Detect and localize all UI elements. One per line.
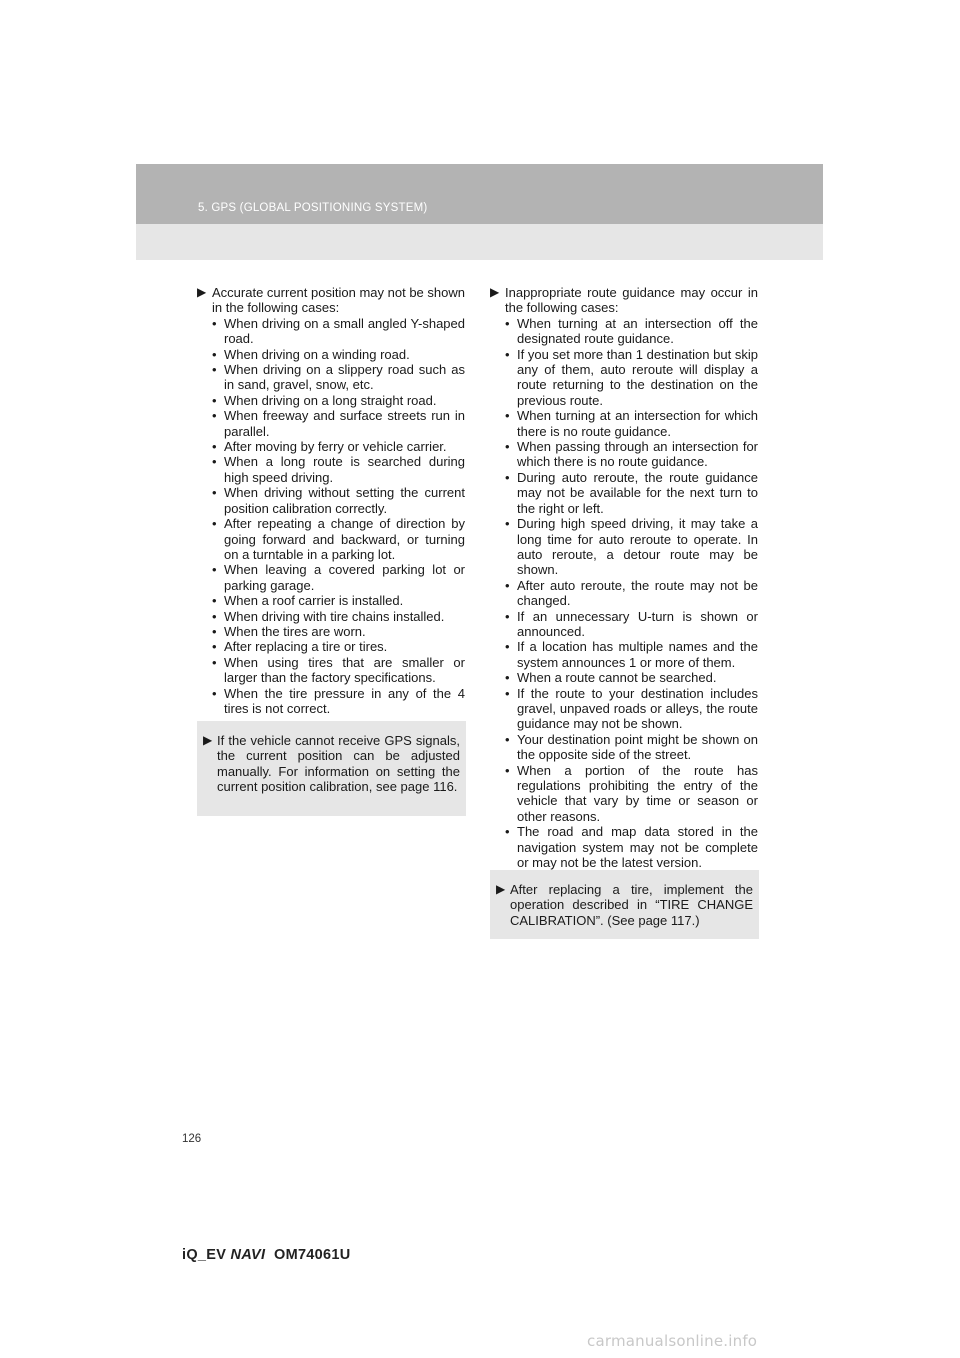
list-item (505, 732, 758, 763)
header-bar (136, 164, 823, 260)
list-item (212, 347, 465, 362)
watermark: carmanualsonline.info (587, 1332, 758, 1350)
list-item-text: When driving on a long straight road. (224, 392, 437, 408)
list-item-text: After replacing a tire or tires. (224, 639, 388, 655)
list-item (505, 578, 758, 609)
bullet-dot: • (505, 315, 510, 331)
bullet-dot: • (212, 639, 217, 655)
list-item (212, 485, 465, 516)
list-item (212, 624, 465, 639)
pointer-icon: ▶ (203, 733, 213, 747)
list-item-text: During auto reroute, the route guidance may not be available for the next turn to the right or left. (517, 469, 758, 516)
bullet-dot: • (212, 408, 217, 424)
list-item (212, 609, 465, 624)
list-item-text: When a route cannot be searched. (517, 670, 717, 686)
list-item-text: When leaving a covered parking lot or parking garage. (224, 562, 465, 593)
bullet-dot: • (505, 670, 510, 686)
list-item-text: When passing through an intersection for which there is no route guidance. (517, 439, 758, 470)
list-item (212, 362, 465, 393)
list-item-text: When using tires that are smaller or larger than the factory specifications. (224, 654, 465, 686)
list-item (505, 609, 758, 640)
list-item-text: If you set more than 1 destination but skip any of them, auto reroute will display a route returning to the destination on the previous route. (517, 346, 758, 408)
footer-code-navi: NAVI (230, 1247, 266, 1263)
list-item (505, 347, 758, 409)
list-item (505, 408, 758, 439)
list-item-text: When the tire pressure in any of the 4 tires is not correct. (224, 685, 465, 716)
left-intro (197, 285, 465, 316)
list-item-text: After repeating a change of direction by going forward and backward, or turning on a turntable in a parking lot. (224, 516, 465, 562)
footer-code-suffix: OM74061U (265, 1247, 351, 1263)
list-item-text: If a location has multiple names and the system announces 1 or more of them. (517, 639, 758, 670)
list-item-text: When a roof carrier is installed. (224, 593, 404, 609)
list-item-text: When freeway and surface streets run in parallel. (224, 408, 465, 439)
right-intro-text: Inappropriate route guidance may occur in the following cases: (505, 285, 758, 316)
bullet-dot: • (505, 346, 510, 362)
bullet-dot: • (212, 623, 217, 639)
left-column (197, 285, 465, 716)
bullet-dot: • (212, 362, 217, 378)
bullet-dot: • (212, 608, 217, 624)
list-item (212, 454, 465, 485)
list-item (212, 655, 465, 686)
bullet-dot: • (212, 593, 217, 609)
list-item-text: When the tires are worn. (224, 623, 366, 639)
right-note-box (490, 870, 759, 939)
bullet-dot: • (212, 392, 217, 408)
right-intro (490, 285, 758, 316)
left-note-box (197, 721, 466, 816)
list-item-text: When a long route is searched during high speed driving. (224, 454, 465, 485)
list-item (212, 316, 465, 347)
list-item-text: When a portion of the route has regulations prohibiting the entry of the vehicle that vary by time or season or other reasons. (517, 762, 758, 824)
list-item (505, 763, 758, 825)
bullet-dot: • (505, 408, 510, 424)
section-title: 5. GPS (GLOBAL POSITIONING SYSTEM) (198, 202, 428, 214)
bullet-dot: • (505, 639, 510, 655)
left-list (197, 316, 465, 717)
bullet-dot: • (505, 824, 510, 840)
right-list (490, 316, 758, 871)
list-item (505, 439, 758, 470)
list-item-text: When driving on a slippery road such as in sand, gravel, snow, etc. (224, 362, 465, 393)
bullet-dot: • (505, 469, 510, 485)
list-item-text: When turning at an intersection off the designated route guidance. (517, 315, 758, 347)
pointer-icon: ▶ (496, 882, 506, 896)
list-item-text: When driving with tire chains installed. (224, 608, 445, 624)
list-item-text: The road and map data stored in the navigation system may not be complete or may not be the latest version. (517, 824, 758, 871)
right-column (490, 285, 758, 870)
list-item (212, 439, 465, 454)
bullet-dot: • (212, 654, 217, 670)
bullet-dot: • (212, 685, 217, 701)
bullet-dot: • (212, 346, 217, 362)
left-intro-text: Accurate current position may not be shown in the following cases: (212, 285, 465, 316)
pointer-icon: ▶ (490, 285, 500, 299)
bullet-dot: • (505, 731, 510, 747)
bullet-dot: • (212, 454, 217, 470)
list-item (505, 824, 758, 870)
list-item (212, 408, 465, 439)
bullet-dot: • (505, 439, 510, 455)
list-item (212, 562, 465, 593)
list-item-text: After auto reroute, the route may not be changed. (517, 577, 758, 609)
left-note-text: If the vehicle cannot receive GPS signals, the current position can be adjusted manually. For information on setting the current position calibration, see page 116. (217, 733, 460, 795)
bullet-dot: • (505, 608, 510, 624)
pointer-icon: ▶ (197, 285, 207, 299)
bullet-dot: • (212, 485, 217, 501)
list-item-text: If an unnecessary U-turn is shown or announced. (517, 608, 758, 639)
list-item (505, 516, 758, 578)
bullet-dot: • (212, 562, 217, 578)
list-item-text: When turning at an intersection for which there is no route guidance. (517, 408, 758, 439)
list-item (212, 639, 465, 654)
bullet-dot: • (212, 439, 217, 455)
right-note-text: After replacing a tire, implement the operation described in “TIRE CHANGE CALIBRATION”. (See page 117.) (510, 882, 753, 928)
bullet-dot: • (505, 516, 510, 532)
list-item-text: When driving on a winding road. (224, 346, 410, 362)
list-item (505, 316, 758, 347)
list-item-text: When driving on a small angled Y-shaped road. (224, 315, 465, 347)
bullet-dot: • (505, 762, 510, 778)
footer-code-prefix: iQ_EV (182, 1247, 231, 1263)
list-item (212, 686, 465, 717)
list-item-text: Your destination point might be shown on the opposite side of the street. (517, 731, 758, 763)
list-item (212, 393, 465, 408)
list-item-text: After moving by ferry or vehicle carrier. (224, 439, 447, 455)
bullet-dot: • (212, 315, 217, 331)
list-item (505, 470, 758, 516)
page-number: 126 (182, 1133, 202, 1145)
list-item (505, 639, 758, 670)
list-item-text: If the route to your destination includes gravel, unpaved roads or alleys, the route guidance may not be shown. (517, 685, 758, 732)
list-item-text: During high speed driving, it may take a long time for auto reroute to operate. In auto reroute, a detour route may be shown. (517, 516, 758, 578)
list-item-text: When driving without setting the current position calibration correctly. (224, 485, 465, 516)
bullet-dot: • (505, 577, 510, 593)
footer-code (182, 1247, 351, 1263)
list-item (505, 686, 758, 732)
bullet-dot: • (505, 685, 510, 701)
bullet-dot: • (212, 516, 217, 532)
list-item (212, 516, 465, 562)
list-item (212, 593, 465, 608)
list-item (505, 670, 758, 685)
header-dark-band (136, 164, 823, 224)
